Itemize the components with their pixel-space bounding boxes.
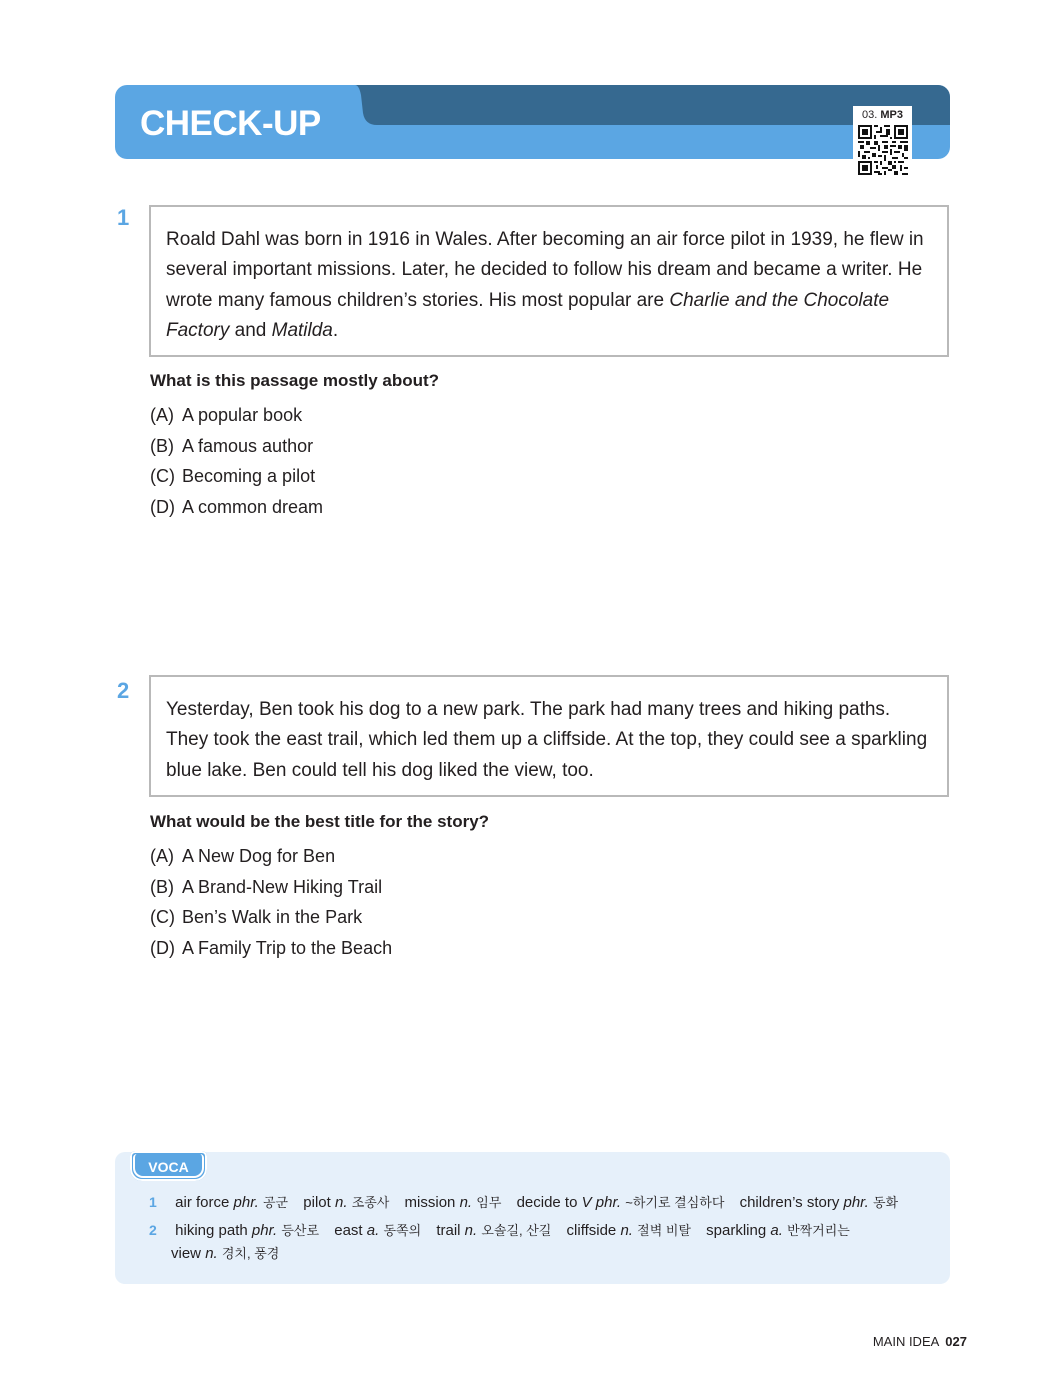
voca-korean: 절벽 비탈: [637, 1223, 691, 1238]
question-1-options: [150, 403, 323, 526]
voca-pos: n.: [620, 1222, 633, 1239]
voca-term: view: [171, 1245, 202, 1262]
voca-pos: a.: [366, 1222, 380, 1239]
option-letter: (C): [150, 466, 175, 487]
mp3-label-text: MP3: [880, 109, 903, 121]
option-text: Ben’s Walk in the Park: [182, 907, 363, 928]
voca-term: mission: [404, 1194, 456, 1211]
voca-korean: 공군: [263, 1195, 289, 1210]
option-text: A Brand-New Hiking Trail: [182, 876, 383, 897]
voca-item: [567, 1220, 691, 1239]
voca-item: [706, 1220, 850, 1239]
option-letter: (B): [150, 876, 174, 897]
voca-term: children’s story: [739, 1194, 840, 1211]
question-2-prompt: What would be the best title for the story?: [150, 812, 490, 831]
voca-term-variable: V: [581, 1194, 592, 1211]
option-letter: (B): [150, 435, 174, 456]
passage-1: [149, 205, 949, 357]
voca-item: [517, 1192, 725, 1211]
option-text: A famous author: [182, 435, 314, 456]
section-name: MAIN IDEA: [872, 1334, 940, 1349]
passage-1-text: [166, 225, 932, 346]
question-number-2: 2: [117, 678, 130, 703]
option-1b[interactable]: [150, 434, 323, 465]
voca-box: [115, 1152, 950, 1284]
voca-pos: phr.: [251, 1222, 278, 1239]
voca-row-3: [171, 1243, 290, 1262]
voca-pos: n.: [335, 1194, 348, 1211]
option-text: A New Dog for Ben: [182, 846, 336, 866]
voca-korean: 동쪽의: [383, 1223, 422, 1238]
book-title-matilda: Matilda: [271, 319, 333, 341]
option-letter: (D): [150, 938, 175, 959]
option-letter: (D): [150, 497, 175, 518]
option-text: A Family Trip to the Beach: [182, 938, 393, 959]
voca-pos: n.: [205, 1245, 218, 1262]
voca-term: east: [334, 1222, 363, 1239]
option-text: A popular book: [182, 405, 303, 425]
voca-korean: 조종사: [351, 1195, 390, 1210]
passage-2: [149, 675, 949, 797]
mp3-track-number: 03.: [862, 109, 878, 121]
option-text: A common dream: [182, 497, 324, 518]
voca-item: [303, 1192, 389, 1211]
voca-row-2: [149, 1220, 861, 1239]
voca-term: sparkling: [706, 1222, 767, 1239]
voca-korean: 경치, 풍경: [221, 1246, 280, 1261]
voca-term: cliffside: [566, 1222, 617, 1239]
voca-item: [175, 1192, 288, 1211]
option-letter: (A): [150, 405, 174, 425]
voca-row-number: 1: [149, 1194, 157, 1210]
option-1d[interactable]: [150, 495, 323, 526]
passage-1-text-c: .: [332, 319, 339, 341]
option-1a[interactable]: [150, 403, 323, 434]
voca-korean: 동화: [872, 1195, 899, 1210]
passage-1-text-a: Roald Dahl was born in 1916 in Wales. After becoming an air force pilot in 1939, he flew in several important missions. Later, he decided to follow his dream and became a writer. He wrote many famous children’s stories. His most popular are: [166, 229, 924, 311]
qr-code-icon: [858, 125, 908, 175]
voca-row-1: [149, 1192, 909, 1211]
voca-row-number: 2: [149, 1222, 157, 1238]
page-title: CHECK-UP: [140, 104, 321, 143]
book-title-charlie: Charlie and the Chocolate Factory: [166, 289, 890, 341]
voca-term: hiking path: [175, 1222, 248, 1239]
voca-pos: phr.: [843, 1194, 869, 1211]
voca-item: [436, 1220, 551, 1239]
voca-item: [334, 1220, 421, 1239]
question-1-prompt: What is this passage mostly about?: [150, 371, 440, 390]
voca-korean: 등산로: [281, 1223, 320, 1238]
voca-term: decide to: [516, 1194, 582, 1211]
voca-pos: a.: [770, 1222, 783, 1239]
option-letter: (A): [150, 846, 174, 866]
mp3-qr-code[interactable]: [853, 106, 912, 177]
voca-korean: 오솔길, 산길: [481, 1223, 552, 1238]
option-2a[interactable]: [150, 844, 392, 875]
option-2b[interactable]: [150, 875, 392, 906]
voca-pos: phr.: [233, 1194, 259, 1211]
page-number: 027: [945, 1334, 967, 1349]
voca-term: pilot: [303, 1194, 331, 1211]
mp3-label: [853, 109, 912, 121]
page-footer: [873, 1334, 967, 1349]
voca-pos: phr.: [595, 1194, 622, 1211]
option-2c[interactable]: [150, 905, 392, 936]
option-2d[interactable]: [150, 936, 392, 967]
question-2-options: [150, 844, 392, 967]
voca-term: trail: [436, 1222, 461, 1239]
option-1c[interactable]: [150, 464, 323, 495]
passage-1-text-b: and: [229, 319, 272, 341]
voca-korean: 반짝거리는: [787, 1223, 850, 1238]
header-banner: [115, 85, 950, 159]
voca-tab: [130, 1151, 207, 1181]
voca-korean: ~하기로 결심하다: [625, 1195, 725, 1210]
voca-pos: n.: [464, 1222, 478, 1239]
voca-item: [405, 1192, 502, 1211]
question-number-1: 1: [117, 205, 130, 230]
voca-korean: 임무: [476, 1195, 502, 1210]
voca-term: air force: [175, 1194, 230, 1211]
voca-item: [175, 1220, 319, 1239]
option-text: Becoming a pilot: [182, 466, 316, 487]
passage-2-text: Yesterday, Ben took his dog to a new park. The park had many trees and hiking paths. They took the east trail, which led them up a cliffside. At the top, they could see a sparkling blue lake. Ben could tell his dog liked the view, too.: [166, 699, 928, 781]
voca-item: [740, 1192, 899, 1211]
option-letter: (C): [150, 907, 175, 928]
voca-label: VOCA: [148, 1159, 189, 1175]
voca-pos: n.: [459, 1194, 473, 1211]
voca-item: [171, 1243, 279, 1262]
